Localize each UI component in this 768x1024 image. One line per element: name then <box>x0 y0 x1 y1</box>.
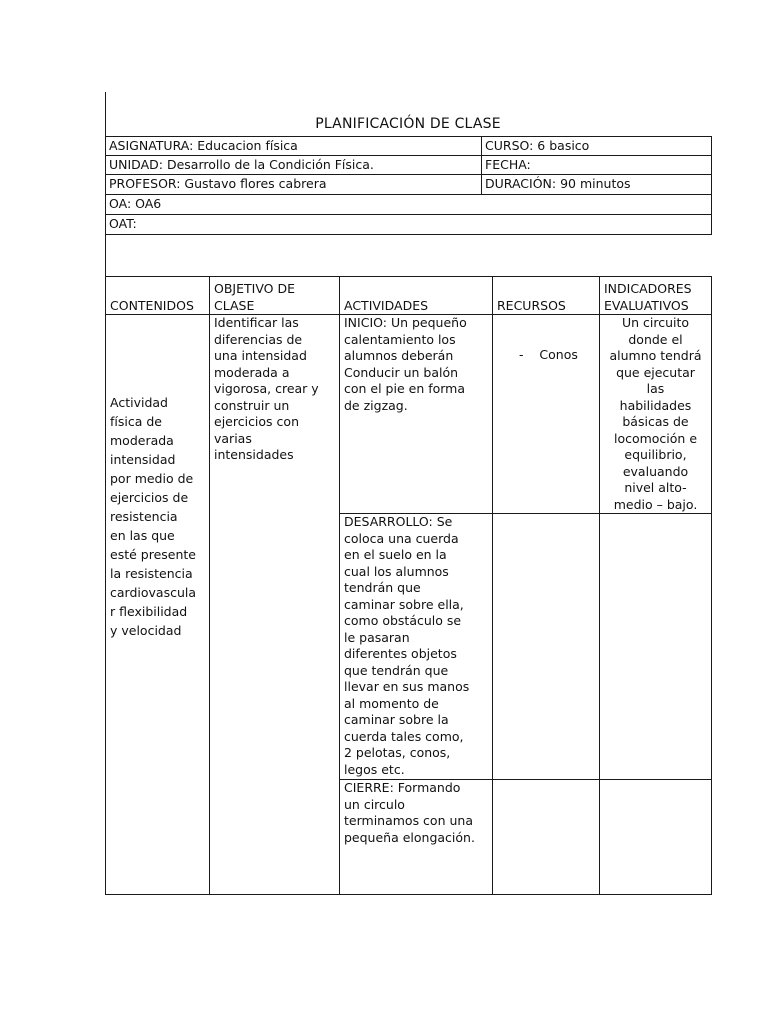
oa-field: OA: OA6 <box>109 196 162 211</box>
inicio-activity: INICIO: Un pequeño calentamiento los alumnos deberán Conducir un balón con el pie en forma de zigzag. <box>344 315 467 413</box>
unidad-field: UNIDAD: Desarrollo de la Condición Física. <box>109 157 374 172</box>
fecha-field: FECHA: <box>485 157 531 172</box>
profesor-field: PROFESOR: Gustavo flores cabrera <box>109 176 327 191</box>
page-title: PLANIFICACIÓN DE CLASE <box>315 116 501 132</box>
inicio-indicadores: Un circuito donde el alumno tendrá que ejecutar las habilidades básicas de locomoción e equilibrio, evaluando nivel alto- medio – bajo. <box>609 315 702 512</box>
asignatura-field: ASIGNATURA: Educacion física <box>109 138 298 153</box>
desarrollo-activity: DESARROLLO: Se coloca una cuerda en el suelo en la cual los alumnos tendrán que caminar sobre ella, como obstáculo se le pasaran diferentes objetos que tendrán que llevar en sus manos al momento de caminar sobre la cuerda tales como, 2 pelotas, conos, legos etc. <box>344 514 470 777</box>
gap-line <box>105 234 106 276</box>
header-objetivo: OBJETIVO DE CLASE <box>214 281 295 313</box>
header-actividades: ACTIVIDADES <box>344 298 429 313</box>
header-indicadores: INDICADORES EVALUATIVOS <box>604 281 692 313</box>
curso-field: CURSO: 6 basico <box>485 138 590 153</box>
header-contenidos: CONTENIDOS <box>110 298 194 313</box>
objetivo-cell: Identificar las diferencias de una intensidad moderada a vigorosa, crear y construir un ejercicios con varias intensidades <box>214 315 319 462</box>
header-recursos: RECURSOS <box>497 298 566 313</box>
cierre-activity: CIERRE: Formando un circulo terminamos con una pequeña elongación. <box>344 780 475 845</box>
oat-field: OAT: <box>109 216 137 231</box>
contenidos-cell: Actividad física de moderada intensidad por medio de ejercicios de resistencia en las que esté presente la resistencia cardiovascula r flexibilidad y velocidad <box>110 395 197 638</box>
inicio-recursos: - Conos <box>519 347 578 362</box>
duracion-field: DURACIÓN: 90 minutos <box>485 176 631 191</box>
